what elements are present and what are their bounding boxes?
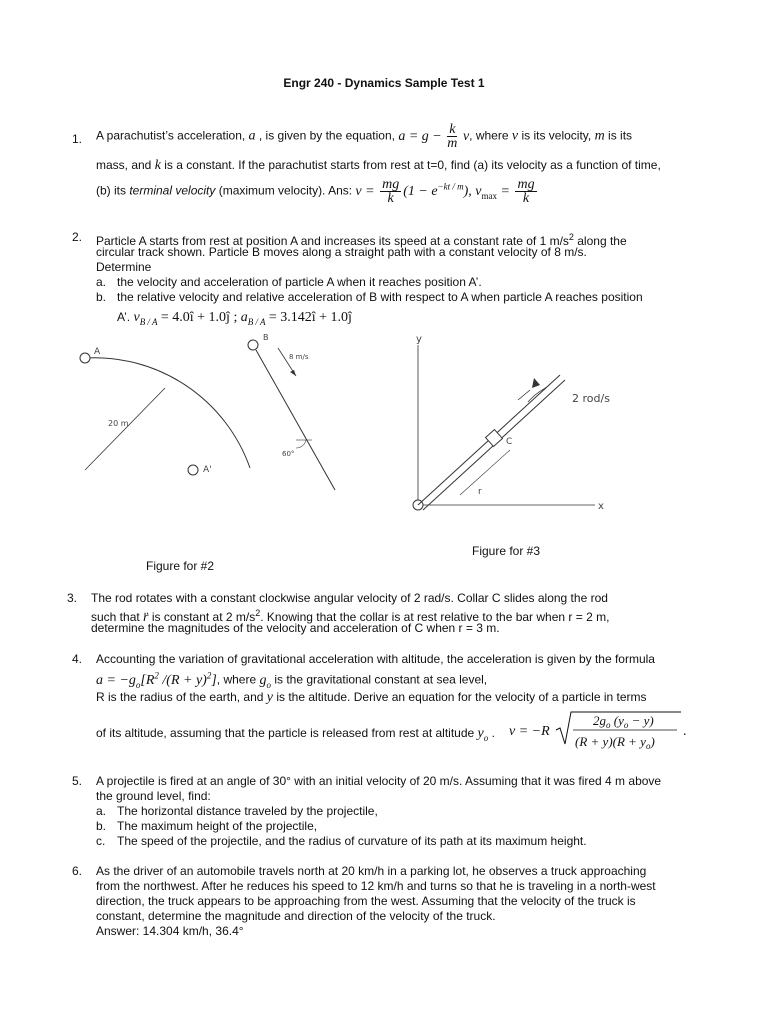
p2-answer-prefix: A’.: [117, 310, 131, 324]
p1-text: (b) its: [96, 183, 126, 198]
circular-track: [85, 358, 250, 468]
label-x: x: [598, 501, 604, 512]
p1-text: (maximum velocity). Ans:: [218, 183, 353, 198]
problem-5-item-b-label: b.: [96, 819, 107, 833]
problem-5-line-2: the ground level, find:: [96, 789, 211, 803]
problem-1-line-3: [96, 178, 539, 205]
particle-b: [248, 340, 258, 350]
p4-var-go: $g_o$: [259, 672, 271, 690]
p4-answer-denominator: $(R + y)(R + y_o)$: [575, 734, 655, 751]
angle-arc: [296, 440, 306, 448]
problem-2-line-2: circular track shown. Particle B moves along a straight path with a constant velocity of 8 m/s.: [96, 245, 587, 259]
p4-text: R is the radius of the earth, and: [96, 690, 264, 704]
p1-text: is a constant. If the parachutist starts from rest at t=0, find (a) its velocity as a function of time,: [164, 158, 661, 172]
problem-4-answer: [509, 708, 689, 759]
particle-a: [80, 353, 90, 363]
p1-answer: v = $\frac{mg}{k}$ $(1 - e^{-kt / m})$, $v_{max}$ = $\frac{mg}{k}$: [355, 177, 535, 206]
p1-var-m: m: [594, 128, 605, 144]
problem-2-item-b-label: b.: [96, 290, 107, 304]
problem-1-line-1: [96, 123, 632, 150]
p1-text: is its: [608, 128, 633, 143]
p3-sup: 2: [255, 608, 261, 618]
velocity-arrowhead: [290, 370, 296, 376]
path-b: [256, 350, 335, 490]
p1-terminal-velocity: terminal velocity: [129, 183, 216, 198]
p3-text: such that: [91, 610, 140, 624]
problem-5-item-b: The maximum height of the projectile,: [117, 819, 318, 833]
p1-fraction: $\frac{k}{m}$: [447, 122, 458, 151]
problem-4-line-4: of its altitude, assuming that the particle is released from rest at altitude $y_o$ .: [96, 726, 495, 743]
p4-text: is the altitude. Derive an equation for the velocity of a particle in terms: [276, 690, 647, 704]
problem-3-line-3: determine the magnitudes of the velocity and acceleration of C when r = 3 m.: [91, 621, 500, 635]
problem-3-number: 3.: [67, 591, 78, 605]
p4-text: of its altitude, assuming that the particle is released from rest at altitude: [96, 726, 475, 740]
label-c: C: [506, 437, 513, 447]
p4-var-yo: $y_o$: [477, 726, 489, 743]
p1-text: mass, and: [96, 158, 152, 172]
p4-text: , where: [216, 672, 257, 687]
problem-5-item-c: The speed of the projectile, and the radius of curvature of its path at its maximum height.: [117, 834, 587, 848]
p3-text: . Knowing that the collar is at rest relative to the bar when r = 2 m,: [260, 610, 610, 624]
problem-1-line-2: [96, 158, 661, 173]
p1-var-a: a: [248, 128, 256, 144]
p2-answer-a: = 3.142î + 1.0ĵ: [268, 310, 352, 325]
p4-answer-period: .: [683, 724, 687, 739]
problem-2-item-a-label: a.: [96, 275, 107, 289]
label-radius: 20 m: [108, 419, 129, 428]
p1-text: , where: [469, 128, 509, 143]
p1-text: , is given by the equation,: [258, 128, 395, 143]
problem-5-number: 5.: [72, 774, 83, 788]
figure-3-caption: Figure for #3: [472, 544, 541, 558]
problem-4-line-1: Accounting the variation of gravitational acceleration with altitude, the acceleration is given by the formula: [96, 652, 655, 666]
p4-text: is the gravitational constant at sea level,: [274, 672, 488, 687]
rotation-arrowhead: [532, 378, 540, 388]
problem-5-item-a-label: a.: [96, 804, 107, 818]
radius-line: [85, 388, 165, 470]
label-y: y: [416, 334, 422, 345]
p2-text: Particle A starts from rest at position A and increases its speed at a constant rate of 1 m/s: [96, 234, 569, 248]
r-dimension: [460, 450, 510, 495]
label-speed: 8 m/s: [289, 353, 309, 361]
p3-r-double-dot: r̈: [143, 610, 149, 625]
p4-formula: $a = -g_o[R^2$ $/(R + y)^2$]: [96, 670, 217, 690]
collar-c: [486, 430, 503, 447]
problem-2-item-a: the velocity and acceleration of particle A when it reaches position A’.: [117, 275, 482, 289]
problem-5-item-a: The horizontal distance traveled by the projectile,: [117, 804, 378, 818]
rotation-arc: [518, 390, 530, 400]
problem-4-line-3: [96, 690, 647, 705]
problem-1-number: 1.: [72, 132, 83, 146]
problem-2-item-b: the relative velocity and relative acceleration of B with respect to A when particle A reaches position: [117, 290, 643, 304]
problem-6-line-3: direction, the truck appears to be approaching from the west. Assuming that the velocity of the truck is: [96, 894, 636, 908]
p2-sup: 2: [568, 232, 574, 242]
label-r: r: [478, 487, 482, 497]
problem-2-line-3: Determine: [96, 260, 152, 274]
particle-a-prime: [188, 465, 198, 475]
problem-6-line-4: constant, determine the magnitude and direction of the velocity of the truck.: [96, 909, 496, 923]
p1-var-k: k: [154, 158, 161, 173]
rotation-arrow: [528, 384, 550, 402]
problem-6-answer: Answer: 14.304 km/h, 36.4°: [96, 924, 244, 938]
label-a-prime: A': [203, 465, 212, 475]
problem-6-line-2: from the northwest. After he reduces his speed to 12 km/h and turns so that he is traveling in a north-west: [96, 879, 656, 893]
problem-5-item-c-label: c.: [96, 834, 106, 848]
figure-2-caption: Figure for #2: [146, 559, 215, 573]
p1-answer-fraction-2: $\frac{mg}{k}$: [517, 177, 535, 206]
figure-2-drawing: [60, 330, 360, 530]
p1-equation: a = g − $\frac{k}{m}$ v: [398, 122, 470, 151]
p1-text: is its velocity,: [521, 128, 592, 143]
p4-var-y: y: [266, 690, 273, 705]
p1-text: A parachutist’s acceleration,: [96, 128, 246, 143]
p2-answer-v-symbol: $v_{B / A}$: [133, 310, 158, 327]
problem-6-line-1: As the driver of an automobile travels north at 20 km/h in a parking lot, he observes a truck approaching: [96, 864, 647, 878]
p2-answer-v: = 4.0î + 1.0ĵ ;: [160, 310, 238, 325]
p4-answer-numerator: $2g_o$ $(y_o - y)$: [593, 713, 654, 730]
p4-answer-drawing: [509, 708, 689, 754]
label-angle: 60°: [282, 450, 295, 458]
problem-6-number: 6.: [72, 864, 83, 878]
label-omega: 2 rod/s: [572, 392, 610, 405]
p1-var-v: v: [511, 128, 519, 144]
p1-answer-fraction: $\frac{mg}{k}$: [382, 177, 400, 206]
p2-text: along the: [573, 234, 627, 248]
problem-5-line-1: A projectile is fired at an angle of 30° with an initial velocity of 20 m/s. Assuming that it was fired 4 m above: [96, 774, 662, 788]
problem-4-line-2: [96, 668, 487, 692]
problem-2-answer: [117, 310, 352, 330]
label-a: A: [94, 347, 101, 357]
figure-3-drawing: [400, 330, 660, 530]
p3-text: is constant at 2 m/s: [151, 610, 256, 624]
p2-answer-a-symbol: $a_{B / A}$: [240, 310, 266, 327]
page-title: Engr 240 - Dynamics Sample Test 1: [283, 76, 485, 90]
problem-2-number: 2.: [72, 230, 83, 244]
problem-4-number: 4.: [72, 652, 83, 666]
p4-answer-lhs: v = −R: [509, 724, 550, 739]
figure-2: [60, 330, 360, 535]
figure-3: [400, 330, 660, 535]
problem-3-line-1: The rod rotates with a constant clockwise angular velocity of 2 rad/s. Collar C slides along the rod: [91, 591, 608, 605]
label-b: B: [263, 333, 269, 342]
